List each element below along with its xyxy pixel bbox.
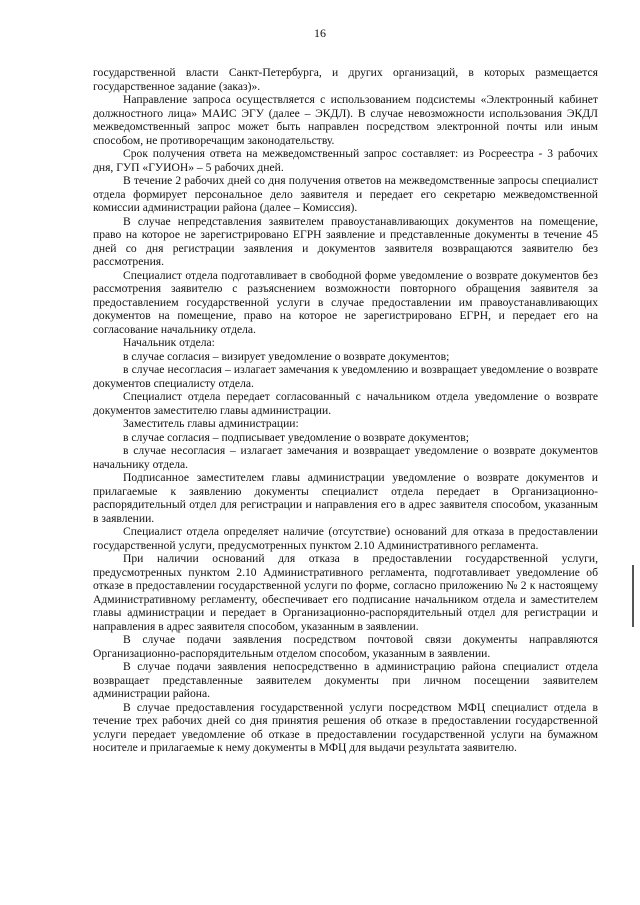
paragraph: Срок получения ответа на межведомственный запрос составляет: из Росреестра - 3 рабочих дня, ГУП «ГУИОН» – 5 рабочих дней.	[93, 147, 598, 174]
document-body	[93, 66, 598, 755]
paragraph: в случае согласия – визирует уведомление о возврате документов;	[123, 349, 450, 363]
paragraph: Специалист отдела передает согласованный с начальником отдела уведомление о возврате документов заместителю главы администрации.	[93, 390, 598, 417]
paragraph: Специалист отдела определяет наличие (отсутствие) оснований для отказа в предоставлении государственной услуги, предусмотренных пунктом 2.10 Административного регламента.	[93, 525, 598, 552]
paragraph: Специалист отдела подготавливает в свободной форме уведомление о возврате документов без рассмотрения заявителю с разъяснением возможности повторного обращения заявителя за предоставлением государственной услуги в случае предоставлении им правоустанавливающих документов на помещение, право на которое не зарегистрировано ЕГРН, и передает его на согласование начальнику отдела.	[93, 268, 598, 336]
page-number: 16	[314, 26, 326, 40]
paragraph: Заместитель главы администрации:	[123, 417, 299, 430]
paragraph: в случае согласия – подписывает уведомление о возврате документов;	[123, 430, 469, 444]
scan-edge-mark	[632, 565, 634, 627]
paragraph: государственной власти Санкт-Петербурга, и других организаций, в которых размещается государственное задание (заказ)».	[93, 66, 598, 93]
paragraph: В случае подачи заявления непосредственно в администрацию района специалист отдела возвращает представленные заявителем документы при личном посещении заявителем администрации района.	[93, 660, 598, 700]
paragraph: Подписанное заместителем главы администрации уведомление о возврате документов и прилагаемые к заявлению документы специалист отдела передает в Организационно-распорядительный отдел для регистрации и направления его в адрес заявителя способом, указанным в заявлении.	[93, 471, 598, 525]
paragraph: Направление запроса осуществляется с использованием подсистемы «Электронный кабинет должностного лица» МАИС ЭГУ (далее – ЭКДЛ). В случае невозможности использования ЭКДЛ межведомственный запрос может быть направлен посредством электронной почты или иным способом, не противоречащим законодательству.	[93, 93, 598, 147]
paragraph: в случае несогласия – излагает замечания и возвращает уведомление о возврате документов начальнику отдела.	[93, 444, 598, 471]
paragraph: Начальник отдела:	[123, 336, 215, 349]
paragraph: В течение 2 рабочих дней со дня получения ответов на межведомственные запросы специалист отдела формирует персональное дело заявителя и передает его секретарю межведомственной комиссии администрации района (далее – Комиссия).	[93, 174, 598, 214]
paragraph: В случае непредставления заявителем правоустанавливающих документов на помещение, право на которое не зарегистрировано ЕГРН заявление и представленные документы в течение 45 дней со дня регистрации заявления и документов заявителя возвращаются заявителю без рассмотрения.	[93, 214, 598, 268]
paragraph: В случае предоставления государственной услуги посредством МФЦ специалист отдела в течение трех рабочих дней со дня принятия решения об отказе в предоставлении государственной услуги передает уведомление об отказе в предоставлении государственной услуги на бумажном носителе и прилагаемые к нему документы в МФЦ для выдачи результата заявителю.	[93, 700, 598, 754]
paragraph: В случае подачи заявления посредством почтовой связи документы направляются Организационно-распорядительным отделом способом, указанным в заявлении.	[93, 633, 598, 660]
paragraph: в случае несогласия – излагает замечания к уведомлению и возвращает уведомление о возврате документов специалисту отдела.	[93, 363, 598, 390]
paragraph: При наличии оснований для отказа в предоставлении государственной услуги, предусмотренных пунктом 2.10 Административного регламента, подготавливает уведомление об отказе в предоставлении государственной услуги по форме, согласно приложению № 2 к настоящему Административному регламенту, обеспечивает его подписание начальником отдела и заместителем главы администрации и передает в Организационно-распорядительный отдел для регистрации и направления в адрес заявителя способом, указанным в заявлении.	[93, 552, 598, 633]
